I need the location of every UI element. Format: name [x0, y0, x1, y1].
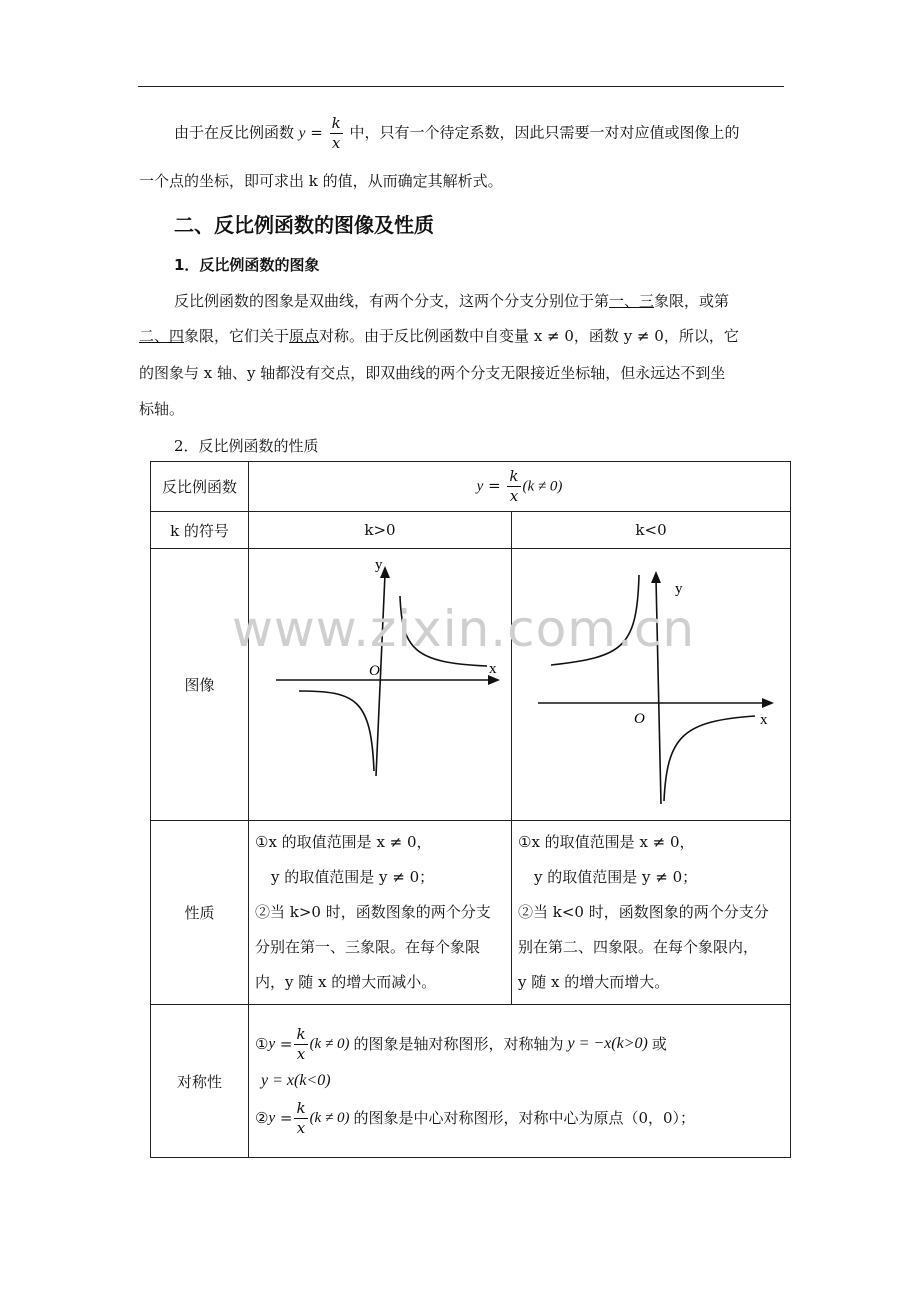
symmetry-cell	[249, 1005, 791, 1158]
table-row	[151, 821, 791, 1005]
formula-condition: (k ≠ 0)	[309, 1035, 350, 1052]
formula-y: y	[298, 125, 306, 142]
table-row	[151, 1005, 791, 1158]
row-label-symmetry: 对称性	[151, 1005, 249, 1158]
or-text: 或	[651, 1034, 667, 1053]
formula-denominator: x	[296, 1118, 306, 1137]
section-title: 二、反比例函数的图像及性质	[174, 213, 434, 237]
graph-k-positive	[249, 549, 512, 821]
formula-numerator: k	[296, 1098, 306, 1117]
symmetry-line-1: ① y = $\frac{k}{x}$ (k ≠ 0) 的图象是轴对称图形，对称轴为 y = −x(k>0) 或	[255, 1024, 667, 1063]
watermark: www.zixin.com.cn	[232, 600, 696, 658]
formula-y: y	[268, 1035, 276, 1052]
property-line: 分别在第一、三象限。在每个象限	[255, 938, 481, 956]
symmetry-line-3: ② y = $\frac{k}{x}$ (k ≠ 0) 的图象是中心对称图形，对称中心为原点（0，0）；	[255, 1098, 696, 1137]
table-row	[151, 462, 791, 512]
origin-label: O	[369, 663, 380, 679]
formula-denominator: x	[331, 134, 341, 152]
graph-k-negative	[512, 549, 791, 821]
table-row	[151, 549, 791, 821]
sub1-line-1	[174, 290, 729, 311]
origin-label: O	[634, 711, 645, 727]
row-label-properties: 性质	[151, 821, 249, 1005]
row-label-k-sign: k 的符号	[151, 512, 249, 549]
subsection-1-title: 1．反比例函数的图象	[174, 256, 320, 274]
intro-line-1	[174, 116, 740, 151]
symmetry-text: 的图象是轴对称图形，对称轴为	[353, 1034, 564, 1053]
marker-1: ①	[255, 1034, 269, 1053]
sub1-text: 象限，它们关于	[184, 327, 290, 345]
property-line: y 的取值范围是 y ≠ 0；	[534, 868, 698, 886]
formula-fraction	[507, 469, 520, 504]
symmetry-line-2	[255, 1066, 784, 1096]
quadrants-1-3: 一、三	[609, 292, 655, 310]
axis-of-symmetry-2: y = x(k<0)	[261, 1072, 331, 1090]
sub1-line-4: 标轴。	[139, 400, 185, 418]
function-formula: y = $\frac{k}{x}$ (k ≠ 0)	[249, 462, 791, 512]
properties-k-negative	[512, 821, 791, 1005]
formula-condition: (k ≠ 0)	[309, 1109, 350, 1126]
sub1-line-2	[139, 325, 739, 346]
symmetry-text: 的图象是中心对称图形，对称中心为原点（0，0）；	[353, 1108, 696, 1127]
formula-numerator: k	[331, 114, 341, 132]
property-line: y 的取值范围是 y ≠ 0；	[271, 868, 435, 886]
intro-text-a: 由于在反比例函数	[174, 123, 295, 142]
hyperbola-k-positive-graph	[249, 549, 512, 816]
property-line: y 随 x 的增大而增大。	[518, 973, 670, 991]
property-line: ①x 的取值范围是 x ≠ 0，	[255, 833, 432, 851]
property-line: ①x 的取值范围是 x ≠ 0，	[518, 833, 695, 851]
formula-condition: (k ≠ 0)	[522, 478, 563, 495]
axis-of-symmetry-1: y = −x(k>0)	[567, 1035, 648, 1053]
quadrants-2-4: 二、四	[139, 327, 185, 345]
header-rule	[138, 86, 784, 87]
sub1-text: 反比例函数的图象是双曲线，有两个分支，这两个分支分别位于第	[174, 292, 610, 310]
origin-term: 原点	[289, 327, 320, 345]
sub1-text: 象限，或第	[654, 292, 730, 310]
subsection-2-title: 2．反比例函数的性质	[174, 437, 319, 455]
x-axis-label: x	[760, 712, 768, 728]
properties-table	[150, 461, 791, 1158]
intro-line-2: 一个点的坐标，即可求出 k 的值，从而确定其解析式。	[139, 172, 503, 190]
properties-k-positive	[249, 821, 512, 1005]
x-axis-label: x	[489, 661, 497, 677]
property-line: 别在第二、四象限。在每个象限内，	[518, 938, 759, 956]
formula-denominator: x	[509, 487, 519, 505]
formula-fraction	[330, 116, 343, 151]
formula-equals: =	[310, 123, 323, 142]
formula-denominator: x	[296, 1044, 306, 1063]
formula-y: y	[268, 1109, 276, 1126]
intro-text-b: 中，只有一个待定系数，因此只需要一对对应值或图像上的	[349, 123, 740, 142]
row-label-graph: 图像	[151, 549, 249, 821]
sub1-text: 对称。由于反比例函数中自变量 x ≠ 0，函数 y ≠ 0，所以，它	[319, 327, 739, 345]
y-axis-arrow	[651, 571, 661, 583]
hyperbola-k-negative-graph	[512, 549, 791, 816]
y-axis-label: y	[375, 557, 383, 573]
table-row	[151, 512, 791, 549]
formula-y: y	[476, 478, 484, 495]
y-axis-label: y	[675, 581, 683, 597]
k-negative-header: k<0	[512, 512, 791, 549]
formula-numerator: k	[296, 1024, 306, 1043]
formula-fraction	[294, 1098, 307, 1137]
property-line: ②当 k>0 时，函数图象的两个分支	[255, 903, 491, 921]
marker-2: ②	[255, 1108, 269, 1127]
formula-fraction	[294, 1024, 307, 1063]
property-line: 内，y 随 x 的增大而减小。	[255, 973, 437, 991]
sub1-line-3: 的图象与 x 轴、y 轴都没有交点，即双曲线的两个分支无限接近坐标轴，但永远达不到坐	[139, 364, 726, 382]
k-positive-header: k>0	[249, 512, 512, 549]
row-label-function: 反比例函数	[151, 462, 249, 512]
formula-numerator: k	[509, 467, 519, 485]
branch-quadrant-4	[664, 716, 755, 801]
property-line: ②当 k<0 时，函数图象的两个分支分	[518, 903, 769, 921]
x-axis-arrow	[762, 698, 774, 708]
branch-quadrant-3	[299, 691, 374, 771]
